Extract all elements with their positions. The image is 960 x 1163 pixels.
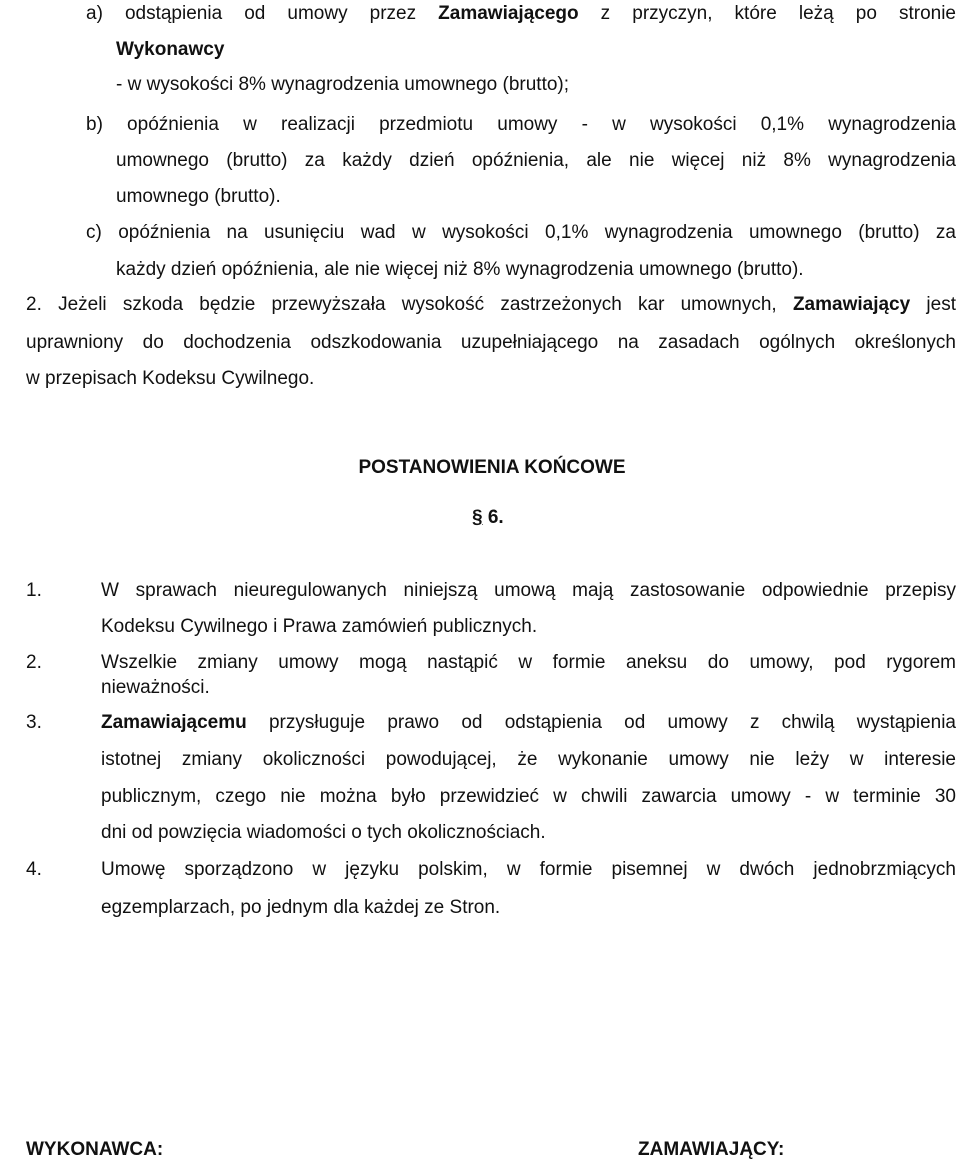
list-item-line: nieważności.	[101, 677, 210, 698]
party-client-name: Zamawiającego	[438, 3, 579, 24]
penalty-item-a-text: a) odstąpienia od umowy przez	[86, 3, 439, 24]
party-client-dative: Zamawiającemu	[101, 712, 247, 733]
paragraph-2-line3: w przepisach Kodeksu Cywilnego.	[26, 368, 315, 389]
section-sign: §	[472, 507, 483, 528]
list-item-text: przysługuje prawo od odstąpienia od umowy z chwilą wystąpienia	[246, 712, 956, 733]
list-item-line: istotnej zmiany okoliczności powodującej, że wykonanie umowy nie leży w interesie	[101, 749, 956, 770]
list-item-number: 3.	[26, 712, 42, 733]
penalty-item-a-text-end: z przyczyn, które leżą po stronie	[578, 3, 956, 24]
penalty-item-c-line1: c) opóźnienia na usunięciu wad w wysokości 0,1% wynagrodzenia umownego (brutto) za	[86, 222, 956, 243]
paragraph-2-line2: uprawniony do dochodzenia odszkodowania uzupełniającego na zasadach ogólnych określonych	[26, 332, 956, 353]
signature-contractor-label: WYKONAWCA:	[26, 1139, 164, 1160]
list-item-number: 4.	[26, 859, 42, 880]
section-number-value: 6.	[487, 507, 504, 528]
signature-client-label: ZAMAWIAJĄCY:	[638, 1139, 785, 1160]
list-item-line	[101, 711, 956, 735]
list-item-line: Wszelkie zmiany umowy mogą nastąpić w formie aneksu do umowy, pod rygorem	[101, 652, 956, 673]
party-contractor-name: Wykonawcy	[116, 39, 225, 60]
list-item-line: egzemplarzach, po jednym dla każdej ze Stron.	[101, 897, 501, 918]
list-item-line: W sprawach nieuregulowanych niniejszą umową mają zastosowanie odpowiednie przepisy	[101, 580, 956, 601]
section-number	[472, 506, 504, 530]
section-heading: POSTANOWIENIA KOŃCOWE	[358, 457, 626, 478]
paragraph-2-text-end: jest	[910, 294, 956, 315]
penalty-item-b-line3: umownego (brutto).	[116, 186, 281, 207]
penalty-item-b-line1: b) opóźnienia w realizacji przedmiotu umowy - w wysokości 0,1% wynagrodzenia	[86, 114, 956, 135]
penalty-item-a-line1	[86, 2, 956, 26]
list-item-line: Umowę sporządzono w języku polskim, w formie pisemnej w dwóch jednobrzmiących	[101, 859, 956, 880]
party-client-name-bold: Zamawiający	[792, 294, 911, 315]
penalty-item-a-line3: - w wysokości 8% wynagrodzenia umownego (brutto);	[116, 74, 570, 95]
list-item-number: 1.	[26, 580, 42, 601]
list-item-line: dni od powzięcia wiadomości o tych okolicznościach.	[101, 822, 546, 843]
list-item-line: publicznym, czego nie można było przewidzieć w chwili zawarcia umowy - w terminie 30	[101, 786, 956, 807]
list-item-line: Kodeksu Cywilnego i Prawa zamówień publicznych.	[101, 616, 538, 637]
penalty-item-c-line2: każdy dzień opóźnienia, ale nie więcej niż 8% wynagrodzenia umownego (brutto).	[116, 259, 804, 280]
paragraph-2-line1	[26, 293, 956, 317]
penalty-item-b-line2: umownego (brutto) za każdy dzień opóźnienia, ale nie więcej niż 8% wynagrodzenia	[116, 150, 956, 171]
paragraph-2-text: 2. Jeżeli szkoda będzie przewyższała wysokość zastrzeżonych kar umownych,	[26, 294, 793, 315]
list-item-number: 2.	[26, 652, 42, 673]
